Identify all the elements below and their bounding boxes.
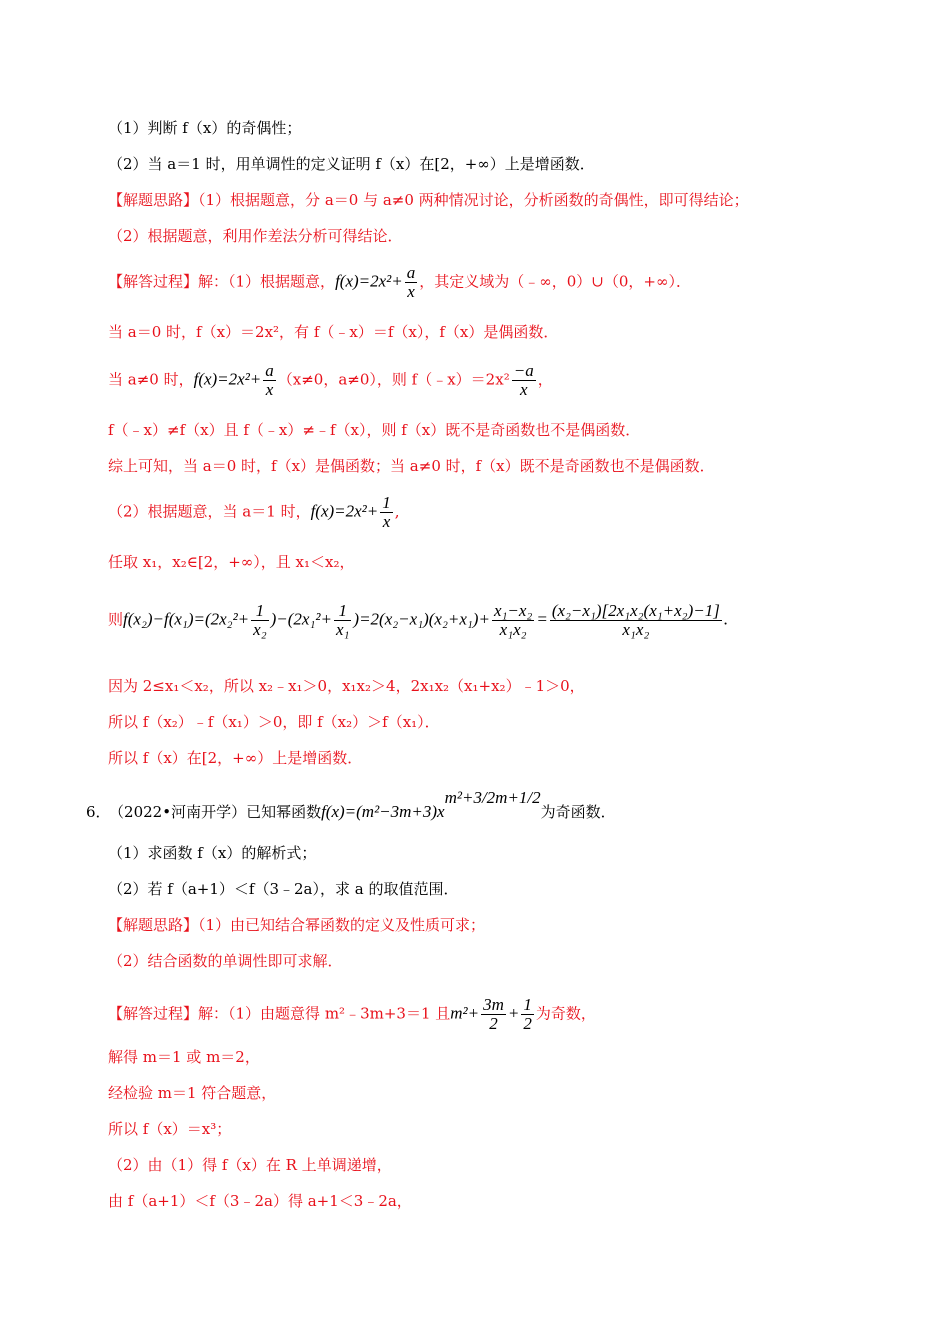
comma: ，	[537, 370, 553, 389]
question-number: 6．	[86, 803, 111, 821]
fraction-1-over-x2	[251, 602, 268, 639]
process-tail: 为奇数，	[535, 1004, 596, 1023]
formula-fx: f(x)=2x²+	[335, 271, 403, 291]
case-a-nonzero	[108, 362, 553, 399]
q6-solution-idea	[108, 915, 485, 935]
formula-fx: f(x)=2x²+	[310, 501, 379, 521]
solution-process-1	[108, 264, 691, 301]
process-tag: 【解答过程】	[108, 272, 199, 291]
pick-x1-x2: 任取 x₁，x₂∈[2，+∞），且 x₁＜x₂，	[108, 553, 355, 571]
denominator: x	[265, 380, 274, 399]
question-part-2: （2）当 a＝1 时，用单调性的定义证明 f（x）在[2，+∞）上是增函数．	[108, 155, 595, 173]
fraction-result	[550, 602, 722, 639]
power-function-formula: f(x)=(m²−3m+3)x	[321, 802, 445, 821]
q6-step-4: （2）由（1）得 f（x）在 R 上单调递增，	[108, 1156, 392, 1174]
fraction-diff	[492, 602, 534, 639]
solution-idea-2: （2）根据题意，利用作差法分析可得结论．	[108, 227, 403, 245]
numerator: 1	[334, 602, 351, 621]
denominator: x	[407, 282, 415, 301]
because-line: 因为 2≤x₁＜x₂，所以 x₂﹣x₁＞0，x₁x₂＞4，2x₁x₂（x₁+x₂）﹣1＞0，	[108, 677, 585, 695]
question-source: （2022•河南开学）已知幂函数	[116, 803, 322, 821]
fraction-3m-over-2	[481, 996, 506, 1033]
case-text: （x≠0，a≠0），则 f（﹣x）＝2x²	[277, 370, 510, 389]
part-2-setup	[108, 494, 400, 531]
fraction-a-over-x	[263, 362, 276, 399]
numerator: −a	[513, 361, 534, 380]
fraction-neg-a-over-x	[512, 362, 536, 399]
numerator: x₁−x₂	[493, 601, 533, 620]
expr-m-squared: m²+	[450, 1003, 480, 1023]
denominator: x₁	[335, 620, 350, 639]
process-text: 解：（1）根据题意，	[198, 272, 336, 291]
comma: ,	[394, 502, 400, 521]
numerator: (x₂−x₁)[2x₁x₂(x₁+x₂)−1]	[551, 601, 720, 620]
q6-solution-idea-2: （2）结合函数的单调性即可求解．	[108, 952, 343, 970]
difference-formula	[108, 602, 728, 639]
question-tail: 为奇函数．	[540, 803, 616, 821]
expr-part-1: f(x₂)−f(x₁)=(2x₂²+	[123, 609, 250, 629]
domain-text: ，其定义域为（﹣∞，0）∪（0，+∞）．	[419, 272, 691, 291]
summary: 综上可知，当 a＝0 时，f（x）是偶函数；当 a≠0 时，f（x）既不是奇函数也不是偶函数．	[108, 457, 715, 475]
fraction-1-over-2	[521, 996, 534, 1033]
q6-step-3: 所以 f（x）＝x³；	[108, 1120, 232, 1138]
numerator: a	[406, 263, 416, 282]
neither-odd-nor-even: f（﹣x）≠f（x）且 f（﹣x）≠﹣f（x），则 f（x）既不是奇函数也不是偶函数．	[108, 421, 641, 439]
q6-part-1: （1）求函数 f（x）的解析式；	[108, 844, 317, 862]
equals: =	[536, 609, 548, 629]
q6-step-5: 由 f（a+1）＜f（3﹣2a）得 a+1＜3﹣2a，	[108, 1192, 412, 1210]
numerator: 3m	[483, 995, 504, 1014]
idea-tag: 【解题思路】	[108, 916, 199, 934]
fraction-1-over-x1	[334, 602, 351, 639]
idea-tag: 【解题思路】	[108, 191, 199, 209]
q6-solution-process	[108, 996, 596, 1033]
formula-fx: f(x)=2x²+	[193, 369, 262, 389]
denominator: x₂	[253, 620, 267, 639]
fraction-1-over-x	[380, 494, 393, 531]
denominator: 2	[523, 1014, 532, 1033]
conclusion-line: 所以 f（x）在[2，+∞）上是增函数．	[108, 749, 363, 767]
exponent: m²+3/2m+1/2	[444, 788, 541, 807]
period: .	[723, 609, 729, 629]
question-part-1: （1）判断 f（x）的奇偶性；	[108, 119, 302, 137]
numerator: 1	[251, 602, 268, 621]
fraction-a-over-x	[405, 264, 418, 301]
denominator: x	[382, 512, 391, 531]
q6-step-1: 解得 m＝1 或 m＝2，	[108, 1048, 260, 1066]
expr-part-3: )=2(x₂−x₁)(x₂+x₁)+	[353, 609, 490, 629]
part-2-label: （2）根据题意，当 a＝1 时，	[108, 502, 311, 521]
numerator: a	[265, 361, 274, 380]
q6-part-2: （2）若 f（a+1）＜f（3﹣2a），求 a 的取值范围．	[108, 880, 459, 898]
then-label: 则	[108, 610, 124, 629]
so-line-1: 所以 f（x₂）﹣f（x₁）＞0，即 f（x₂）＞f（x₁）．	[108, 713, 440, 731]
process-text: 解：（1）由题意得 m²﹣3m+3＝1 且	[198, 1004, 451, 1023]
solution-idea	[108, 190, 749, 210]
expr-part-2: )−(2x₁²+	[270, 609, 332, 629]
q6-step-2: 经检验 m＝1 符合题意，	[108, 1084, 277, 1102]
denominator: 2	[489, 1014, 498, 1033]
denominator: x	[519, 380, 528, 399]
process-tag: 【解答过程】	[108, 1004, 199, 1023]
denominator: x₁x₂	[622, 620, 650, 639]
case-a-zero: 当 a＝0 时，f（x）＝2x²，有 f（﹣x）＝f（x），f（x）是偶函数．	[108, 323, 559, 341]
question-6-stem	[86, 788, 616, 822]
idea-text: （1）由已知结合幂函数的定义及性质可求；	[198, 916, 486, 934]
plus: +	[507, 1003, 520, 1023]
denominator: x₁x₂	[499, 620, 527, 639]
numerator: 1	[382, 493, 391, 512]
numerator: 1	[523, 995, 532, 1014]
case-label: 当 a≠0 时，	[108, 370, 194, 389]
idea-text: （1）根据题意，分 a＝0 与 a≠0 两种情况讨论，分析函数的奇偶性，即可得结论；	[198, 191, 749, 209]
